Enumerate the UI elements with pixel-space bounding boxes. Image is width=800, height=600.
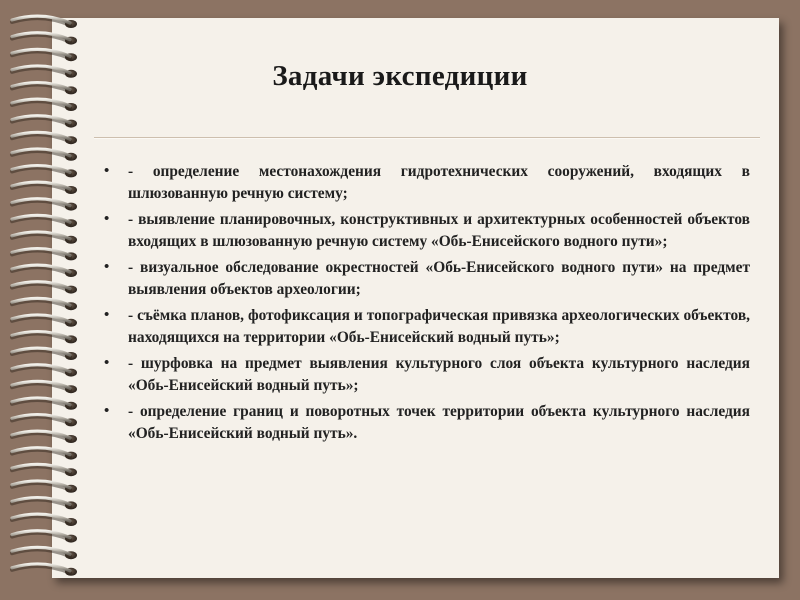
binding-ring [12,149,77,161]
binding-ring [12,365,77,377]
binding-ring [12,33,77,45]
binding-ring [12,182,77,194]
bullet-icon: • [104,355,110,371]
task-text: - визуальное обследование окрестностей «Обь-Енисейского водного пути» на предмет выявления объектов археологии; [128,259,750,298]
binding-ring [12,415,77,427]
binding-ring [12,381,77,393]
binding-ring [12,16,77,28]
task-list [104,161,750,449]
binding-ring [12,99,77,111]
task-item [104,401,750,444]
binding-ring [12,116,77,128]
binding-ring [12,481,77,493]
binding-ring [12,315,77,327]
binding-ring [12,464,77,476]
task-text: - съёмка планов, фотофиксация и топографическая привязка археологических объектов, находящихся на территории «Обь-Енисейский водный путь»; [128,307,750,346]
bullet-icon: • [104,211,110,227]
title-divider [94,137,760,138]
slide-title: Задачи экспедиции [272,60,528,92]
binding-ring [12,265,77,277]
spiral-binding [8,14,88,584]
binding-ring [12,448,77,460]
binding-ring [12,298,77,310]
binding-ring [12,199,77,211]
binding-ring [12,514,77,526]
task-item [104,353,750,396]
bullet-icon: • [104,307,110,323]
bullet-icon: • [104,163,110,179]
binding-ring [12,431,77,443]
binding-ring [12,282,77,294]
task-text: - выявление планировочных, конструктивных и архитектурных особенностей объектов входящих в шлюзованную речную систему «Обь-Енисейского водного пути»; [128,211,750,250]
binding-ring [12,132,77,144]
binding-ring [12,249,77,261]
binding-ring [12,398,77,410]
task-text: - определение местонахождения гидротехнических сооружений, входящих в шлюзованную речную систему; [128,163,750,202]
task-item [104,209,750,252]
task-item [104,305,750,348]
binding-ring [12,215,77,227]
binding-ring [12,547,77,559]
binding-ring [12,232,77,244]
task-text: - шурфовка на предмет выявления культурного слоя объекта культурного наследия «Обь-Енисейский водный путь»; [128,355,750,394]
task-item [104,161,750,204]
binding-ring [12,564,77,576]
bullet-icon: • [104,403,110,419]
binding-ring [12,498,77,510]
bullet-icon: • [104,259,110,275]
binding-ring [12,332,77,344]
task-item [104,257,750,300]
binding-ring [12,531,77,543]
binding-ring [12,166,77,178]
binding-ring [12,348,77,360]
task-text: - определение границ и поворотных точек территории объекта культурного наследия «Обь-Енисейский водный путь». [128,403,750,442]
